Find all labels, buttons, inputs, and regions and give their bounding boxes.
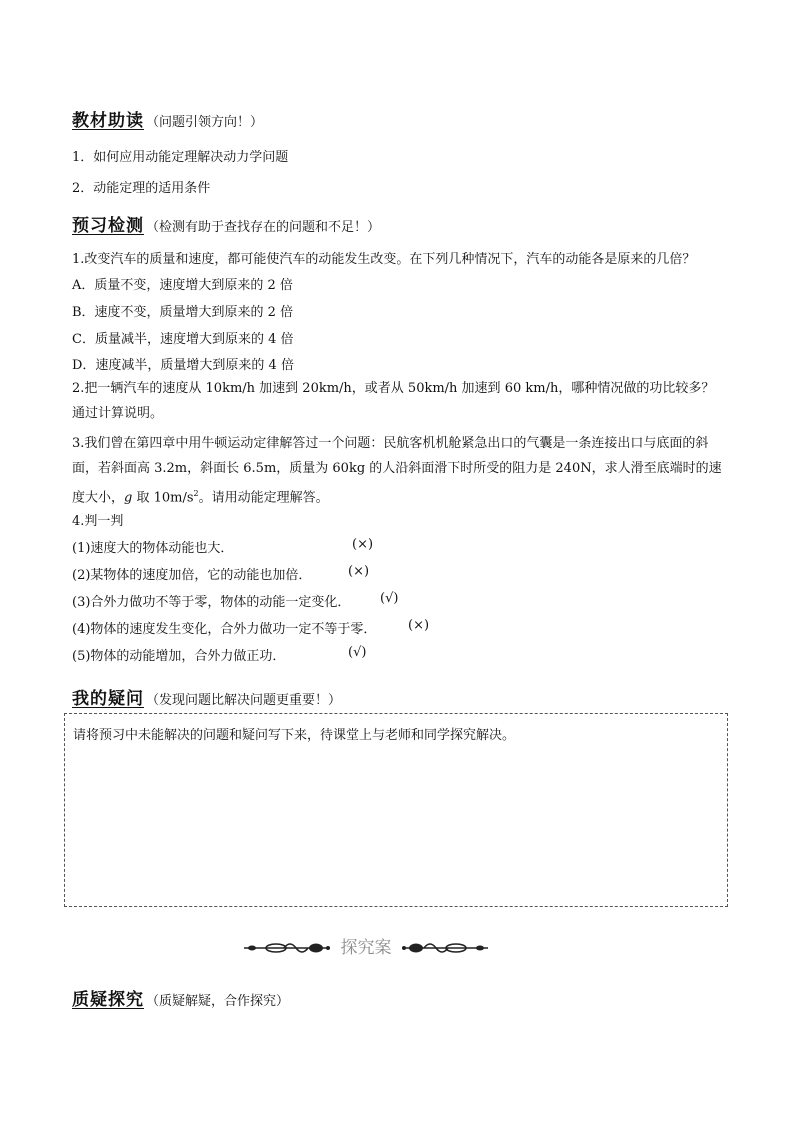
question-1-option-c: C．质量减半，速度增大到原来的 4 倍 (72, 332, 294, 347)
question-1-stem: 1.改变汽车的质量和速度，都可能使汽车的动能发生改变。在下列几种情况下，汽车的动能各是原来的几倍？ (72, 252, 696, 267)
judgement-statement: (3)合外力做功不等于零，物体的动能一定变化． (72, 595, 351, 610)
question-3-text: 3.我们曾在第四章中用牛顿运动定律解答过一个问题：民航客机机舱紧急出口的气囊是一条连接出口与底面的斜面，若斜面高 3.2m，斜面长 6.5m，质量为 60kg 的人沿斜面滑下时所受的阻力是 240N，求人滑至底端时的速度大小， (72, 436, 722, 506)
judgement-statement: (2)某物体的速度加倍，它的动能也加倍． (72, 568, 312, 583)
divider-label: 探究案 (340, 938, 392, 958)
judgement-mark: (√) (348, 645, 367, 660)
question-4-title: 4.判一判 (72, 514, 124, 529)
preview-subtitle: （检测有助于查找存在的问题和不足！） (146, 220, 381, 235)
question-3-tail: 。请用动能定理解答。 (198, 490, 329, 506)
section-divider (240, 936, 492, 960)
judgement-statement: (4)物体的速度发生变化，合外力做功一定不等于零． (72, 622, 377, 637)
questions-subtitle: （发现问题比解决问题更重要！） (146, 693, 342, 708)
question-3-exponent: 2 (193, 489, 199, 498)
questions-box-prompt: 请将预习中未能解决的问题和疑问写下来，待课堂上与老师和同学探究解决。 (73, 728, 516, 743)
questions-answer-box[interactable] (64, 713, 728, 907)
judgement-statement: (5)物体的动能增加，合外力做正功． (72, 649, 286, 664)
question-3-g-symbol: g (124, 490, 133, 506)
judgement-mark: (√) (380, 591, 399, 606)
judgement-mark: (×) (352, 537, 374, 552)
guide-heading (72, 106, 263, 131)
guide-title: 教材助读 (72, 111, 144, 131)
question-1-option-a: A．质量不变，速度增大到原来的 2 倍 (72, 278, 293, 293)
question-1-option-b: B．速度不变，质量增大到原来的 2 倍 (72, 305, 294, 320)
judgement-mark: (×) (408, 618, 430, 633)
inquiry-subtitle: （质疑解疑，合作探究） (146, 994, 290, 1009)
preview-heading (72, 211, 380, 236)
question-1-option-d: D．速度减半，质量增大到原来的 4 倍 (72, 358, 294, 373)
questions-title: 我的疑问 (72, 689, 144, 709)
guide-item: 1．如何应用动能定理解决动力学问题 (72, 150, 289, 165)
judgement-mark: (×) (348, 564, 370, 579)
judgement-statement: (1)速度大的物体动能也大． (72, 541, 234, 556)
guide-subtitle: （问题引领方向！） (146, 115, 264, 130)
guide-item: 2．动能定理的适用条件 (72, 181, 211, 196)
inquiry-title: 质疑探究 (72, 990, 144, 1010)
preview-title: 预习检测 (72, 216, 144, 236)
question-3 (72, 431, 724, 510)
questions-heading (72, 684, 341, 709)
question-3-g-value: 取 10m/s (132, 490, 194, 506)
inquiry-heading (72, 985, 289, 1010)
question-2: 2.把一辆汽车的速度从 10km/h 加速到 20km/h，或者从 50km/h 加速到 60 km/h，哪种情况做的功比较多？通过计算说明。 (72, 381, 715, 421)
